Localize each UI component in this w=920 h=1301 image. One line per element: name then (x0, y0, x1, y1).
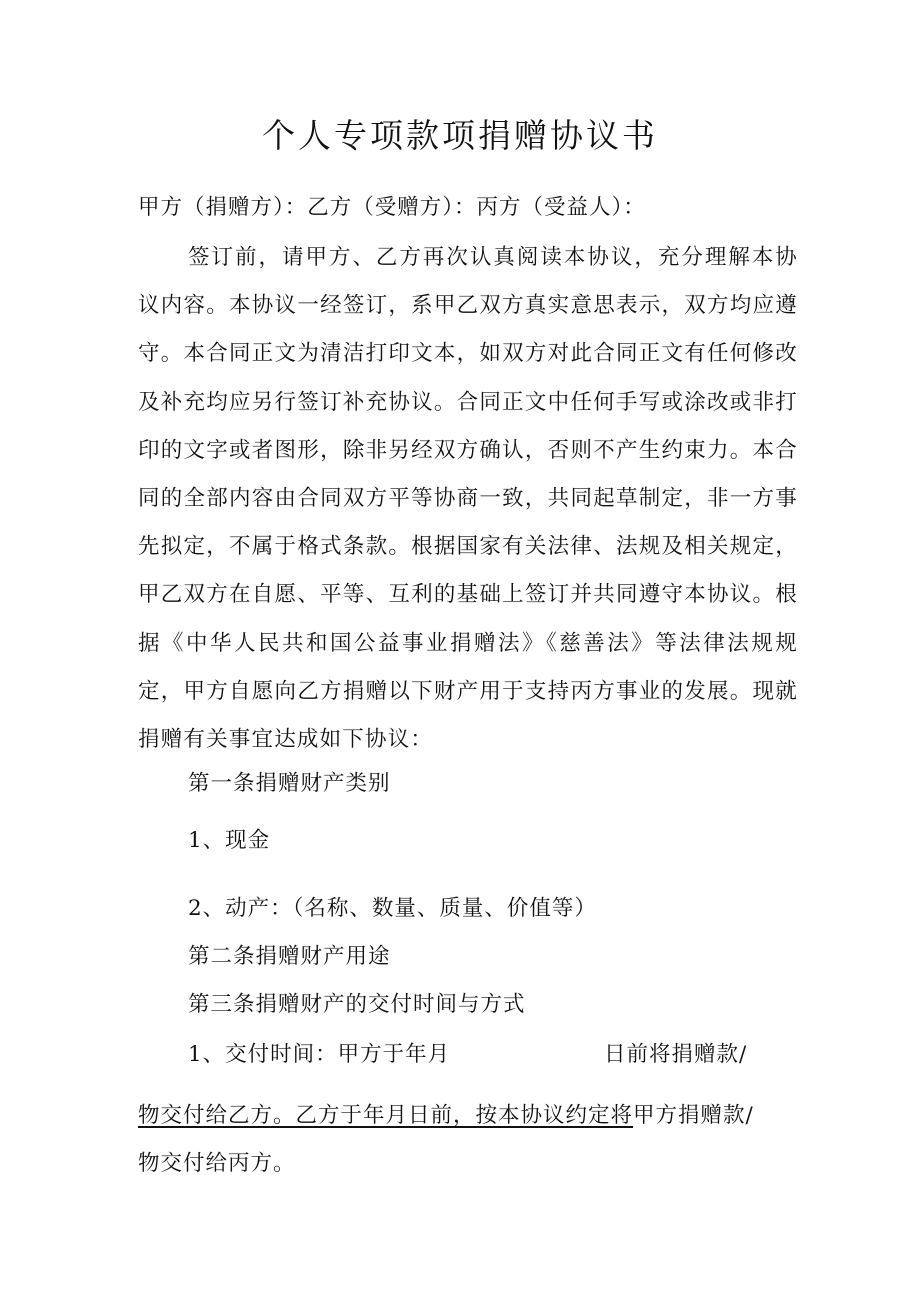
delivery-time-label: 1、交付时间：甲方于年月 (188, 1042, 451, 1067)
item-cash: 1、现金 (188, 828, 271, 853)
underlined-delivery-text: 物交付给乙方。乙方于年月日前，按本协议约定将 (138, 1103, 634, 1128)
delivery-line-2-rest: 甲方捐赠款/ (633, 1103, 754, 1128)
article-1-heading: 第一条捐赠财产类别 (188, 771, 391, 796)
article-2-heading: 第二条捐赠财产用途 (188, 944, 391, 969)
intro-paragraph: 签订前，请甲方、乙方再次认真阅读本协议，充分理解本协议内容。本协议一经签订，系甲乙双方真实意思表示，双方均应遵守。本合同正文为清洁打印文本，如双方对此合同正文有任何修改及补充均应另行签订补充协议。合同正文中任何手写或涂改或非打印的文字或者图形，除非另经双方确认，否则不产生约束力。本合同的全部内容由合同双方平等协商一致，共同起草制定，非一方事先拟定，不属于格式条款。根据国家有关法律、法规及相关规定，甲乙双方在自愿、平等、互利的基础上签订并共同遵守本协议。根据《中华人民共和国公益事业捐赠法》《慈善法》等法律法规规定，甲方自愿向乙方捐赠以下财产用于支持丙方事业的发展。现就捐赠有关事宜达成如下协议： (138, 245, 798, 753)
delivery-line-3: 物交付给丙方。 (138, 1151, 296, 1176)
parties-line: 甲方（捐赠方）：乙方（受赠方）：丙方（受益人）： (138, 195, 646, 220)
document-title: 个人专项款项捐赠协议书 (262, 116, 658, 155)
article-3-heading: 第三条捐赠财产的交付时间与方式 (188, 992, 526, 1017)
delivery-line-2 (138, 1098, 754, 1134)
delivery-time-tail: 日前将捐赠款/ (604, 1042, 748, 1067)
item-movable-property: 2、动产：（名称、数量、质量、价值等） (188, 896, 597, 921)
